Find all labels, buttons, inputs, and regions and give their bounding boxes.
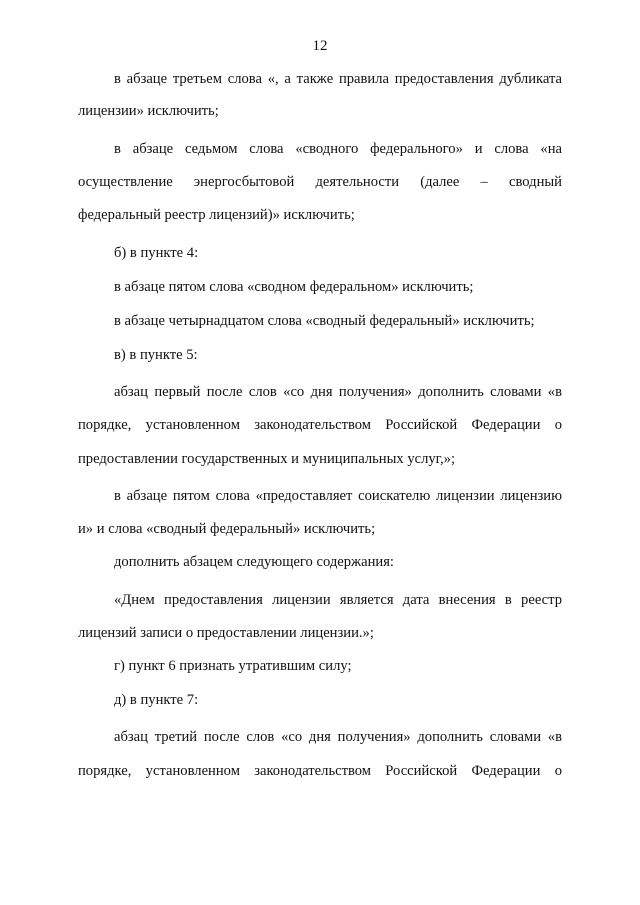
text-line: в абзаце седьмом слова «сводного федерального» и слова «на: [114, 141, 562, 157]
text-line: лицензий записи о предоставлении лицензии.»;: [78, 625, 374, 641]
text-line: дополнить абзацем следующего содержания:: [114, 554, 394, 570]
page-number: 12: [312, 38, 328, 54]
text-line: порядке, установленном законодательством Российской Федерации о: [78, 417, 562, 433]
text-line: в абзаце пятом слова «предоставляет соискателю лицензии лицензию: [114, 488, 562, 504]
text-line: б) в пункте 4:: [114, 245, 199, 261]
text-line: абзац третий после слов «со дня получения» дополнить словами «в: [114, 729, 562, 745]
text-line: в абзаце пятом слова «сводном федеральном» исключить;: [114, 279, 474, 295]
text-line: лицензии» исключить;: [78, 103, 219, 119]
text-line: в абзаце третьем слова «, а также правила предоставления дубликата: [114, 71, 562, 87]
text-line: г) пункт 6 признать утратившим силу;: [114, 658, 352, 674]
text-line: и» и слова «сводный федеральный» исключить;: [78, 521, 376, 537]
text-line: д) в пункте 7:: [114, 692, 199, 708]
text-line: в абзаце четырнадцатом слова «сводный федеральный» исключить;: [114, 313, 535, 329]
text-line: порядке, установленном законодательством Российской Федерации о: [78, 763, 562, 779]
text-line: абзац первый после слов «со дня получения» дополнить словами «в: [114, 384, 562, 400]
text-line: федеральный реестр лицензий)» исключить;: [78, 207, 355, 223]
text-line: «Днем предоставления лицензии является дата внесения в реестр: [114, 592, 562, 608]
text-line: осуществление энергосбытовой деятельности (далее – сводный: [78, 174, 562, 190]
text-line: предоставлении государственных и муниципальных услуг,»;: [78, 451, 456, 467]
text-line: в) в пункте 5:: [114, 347, 198, 363]
